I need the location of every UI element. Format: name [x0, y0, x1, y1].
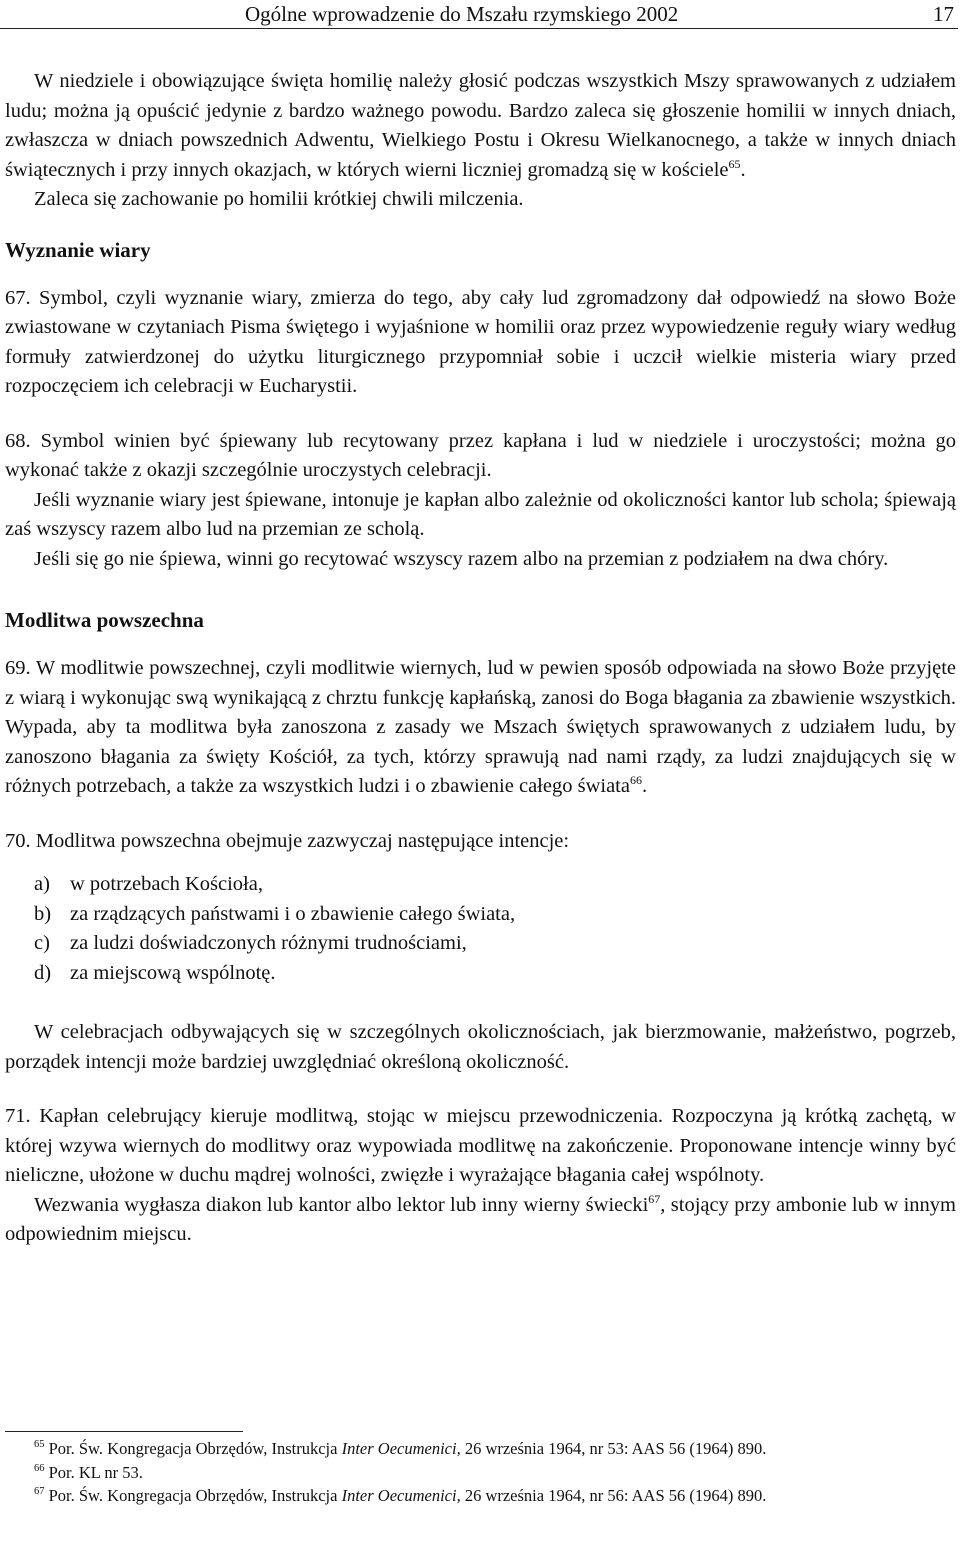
running-header [0, 2, 958, 29]
running-title: Ogólne wprowadzenie do Mszału rzymskiego 2002 [245, 2, 679, 26]
paragraph-68-recited: Jeśli się go nie śpiewa, winni go recytować wszyscy razem albo na przemian z podziałem na dwa chóry. [34, 547, 889, 570]
footnote-ref-66[interactable]: 66 [629, 773, 642, 787]
section-heading-creed: Wyznanie wiary [5, 237, 151, 262]
footnotes [5, 1437, 956, 1508]
footnote-separator [5, 1431, 243, 1432]
paragraph-71-invocations: Wezwania wygłasza diakon lub kantor albo lektor lub inny wierny świecki$^{67}$, stojący przy ambonie lub w innym odpowiednim miejscu. [5, 1191, 956, 1245]
intentions-list [5, 870, 956, 988]
paragraph-70-special: W celebracjach odbywających się w szczególnych okolicznościach, jak bierzmowanie, małżeństwo, pogrzeb, porządek intencji może bardziej uwzględniać określoną okoliczność. [5, 1021, 956, 1073]
page-number: 17 [933, 2, 954, 26]
list-item: d) za miejscową wspólnotę. [34, 961, 276, 984]
paragraph-71: 71. Kapłan celebrujący kieruje modlitwą, stojąc w miejscu przewodniczenia. Rozpoczyna ją krótką zachętą, w której wzywa wiernych do modlitwy oraz wypowiada modlitwę na zakończenie. Proponowane intencje winny być nieliczne, ułożone w duchu mądrej wolności, zwięzłe i wyrażające błagania całej wspólnoty. [5, 1105, 956, 1186]
paragraph-68-sung: Jeśli wyznanie wiary jest śpiewane, intonuje je kapłan albo zależnie od okoliczności kantor lub schola; śpiewają zaś wszyscy razem albo lud na przemian ze scholą. [5, 488, 956, 540]
paragraph-70: 70. Modlitwa powszechna obejmuje zazwyczaj następujące intencje: [5, 829, 570, 852]
footnote-67: $^{67}$ Por. Św. Kongregacja Obrzędów, Instrukcja Inter Oecumenici, 26 września 1964, nr 56: AAS 56 (1964) 890. [34, 1486, 767, 1505]
section-heading-universal-prayer: Modlitwa powszechna [5, 608, 204, 632]
body-text [5, 67, 956, 1250]
list-item: c) za ludzi doświadczonych różnymi trudnościami, [34, 932, 467, 954]
paragraph-68: 68. Symbol winien być śpiewany lub recytowany przez kapłana i lud w niedziele i uroczystości; można go wykonać także z okazji szczególnie uroczystych celebracji. [5, 429, 956, 481]
paragraph-67: 67. Symbol, czyli wyznanie wiary, zmierza do tego, aby cały lud zgromadzony dał odpowiedź na słowo Boże zwiastowane w czytaniach Pisma świętego i wyjaśnione w homilii oraz przez wypowiedzenie reguły wiary według formuły zatwierdzonej do użytku liturgicznego przypomniał sobie i uczcił wielkie misteria wiary przed rozpoczęciem ich celebracji w Eucharystii. [5, 286, 956, 397]
paragraph-silence: Zaleca się zachowanie po homilii krótkiej chwili milczenia. [34, 188, 524, 210]
paragraph-69: 69. W modlitwie powszechnej, czyli modlitwie wiernych, lud w pewien sposób odpowiada na słowo Boże przyjęte z wiarą i wykonując swą wynikającą z chrztu funkcję kapłańską, zanosi do Boga błagania za zbawienie wszystkich. Wypada, aby ta modlitwa była zanoszona z zasady we Mszach świętych sprawowanych z udziałem ludu, by zanoszono błagania za święty Kościół, za tych, którzy sprawują nad nami rządy, za ludzi znajdujących się w różnych potrzebach, a także za wszystkich ludzi i o zbawienie całego świata$^{66}$. [5, 657, 956, 797]
footnote-66: $^{66}$ Por. KL nr 53. [34, 1462, 143, 1482]
list-item: b) za rządzących państwami i o zbawienie całego świata, [34, 902, 516, 925]
paragraph-homily: W niedziele i obowiązujące święta homilię należy głosić podczas wszystkich Mszy sprawowanych z udziałem ludu; można ją opuścić jedynie z bardzo ważnego powodu. Bardzo zaleca się głoszenie homilii w innych dniach, zwłaszcza w dniach powszednich Adwentu, Wielkiego Postu i Okresu Wielkanocnego, a także w innych dniach świątecznych i przy innych okazjach, w których wierni liczniej gromadzą się w kościele$^{65}$. [5, 70, 956, 181]
list-item: a) w potrzebach Kościoła, [34, 873, 263, 895]
footnote-65: $^{65}$ Por. Św. Kongregacja Obrzędów, Instrukcja Inter Oecumenici, 26 września 1964, nr 53: AAS 56 (1964) 890. [34, 1439, 767, 1458]
footnote-ref-67[interactable]: 67 [648, 1191, 661, 1206]
footnote-ref-65[interactable]: 65 [728, 156, 741, 171]
